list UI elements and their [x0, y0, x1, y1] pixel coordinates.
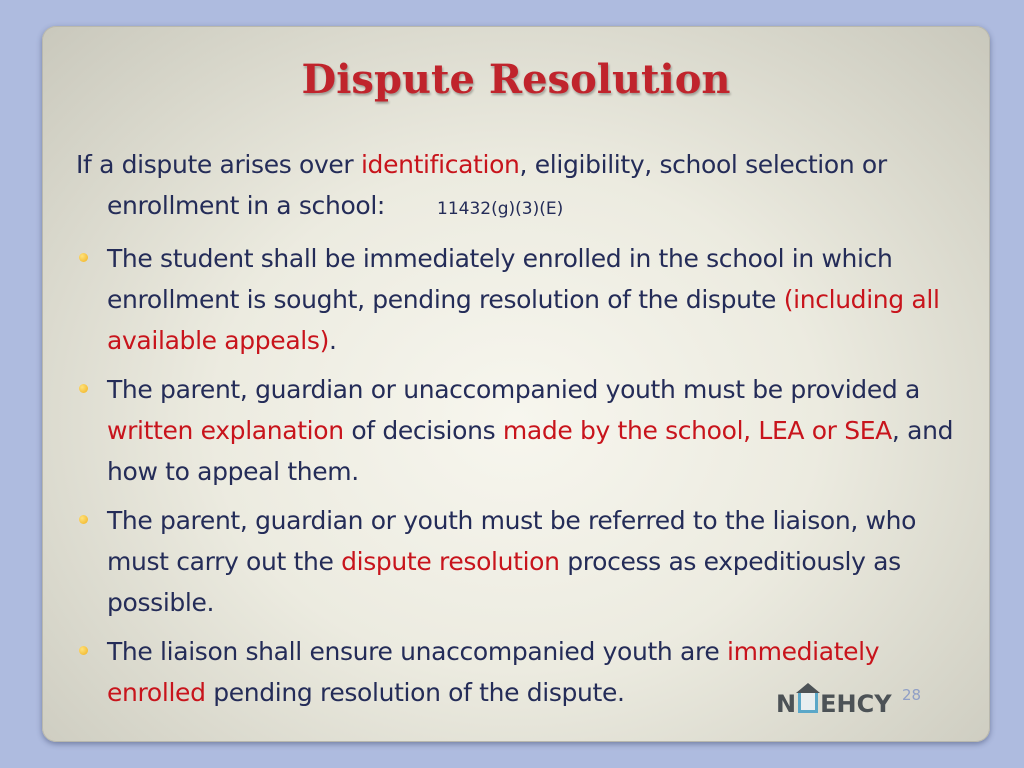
bullet-item — [76, 238, 976, 361]
bullet-item — [76, 369, 976, 492]
intro-text-b: , eligibility, school selection or enrollment in a school: — [107, 150, 887, 220]
intro-highlight: identification — [360, 150, 520, 179]
logo-text-right: EHCY — [820, 690, 892, 718]
slide-title: Dispute Resolution — [301, 56, 731, 103]
bullet-text: , and how to appeal them. — [107, 416, 954, 486]
bullet-dot-icon — [79, 515, 88, 524]
legal-citation: 11432(g)(3)(E) — [437, 199, 564, 219]
bullet-list — [76, 238, 976, 713]
intro-paragraph — [76, 144, 976, 230]
intro-text-a: If a dispute arises over — [76, 150, 361, 179]
bullet-highlight: dispute resolution — [341, 547, 560, 576]
slide-body — [76, 144, 976, 721]
bullet-highlight: made by the school, LEA or SEA — [502, 416, 892, 445]
bullet-text: process as expeditiously as possible. — [107, 547, 901, 617]
nchey-logo — [776, 690, 892, 718]
bullet-text: The parent, guardian or youth must be referred to the liaison, who must carry out the — [107, 506, 917, 576]
bullet-dot-icon — [79, 253, 88, 262]
bullet-text: pending resolution of the dispute. — [205, 678, 625, 707]
page-number: 28 — [902, 686, 922, 704]
bullet-dot-icon — [79, 646, 88, 655]
bullet-item — [76, 500, 976, 623]
bullet-highlight: immediately enrolled — [107, 637, 880, 707]
bullet-highlight: (including all available appeals) — [107, 285, 940, 355]
bullet-highlight: written explanation — [107, 416, 344, 445]
bullet-text: . — [328, 326, 337, 355]
bullet-text: The liaison shall ensure unaccompanied youth are — [107, 637, 727, 666]
logo-text-left: N — [776, 690, 797, 718]
bullet-text: The student shall be immediately enrolled in the school in which enrollment is sought, pending resolution of the dispute — [107, 244, 893, 314]
bullet-text: The parent, guardian or unaccompanied youth must be provided a — [107, 375, 920, 404]
slide — [42, 26, 990, 742]
house-icon — [798, 693, 818, 713]
bullet-text: of decisions — [343, 416, 503, 445]
bullet-dot-icon — [79, 384, 88, 393]
